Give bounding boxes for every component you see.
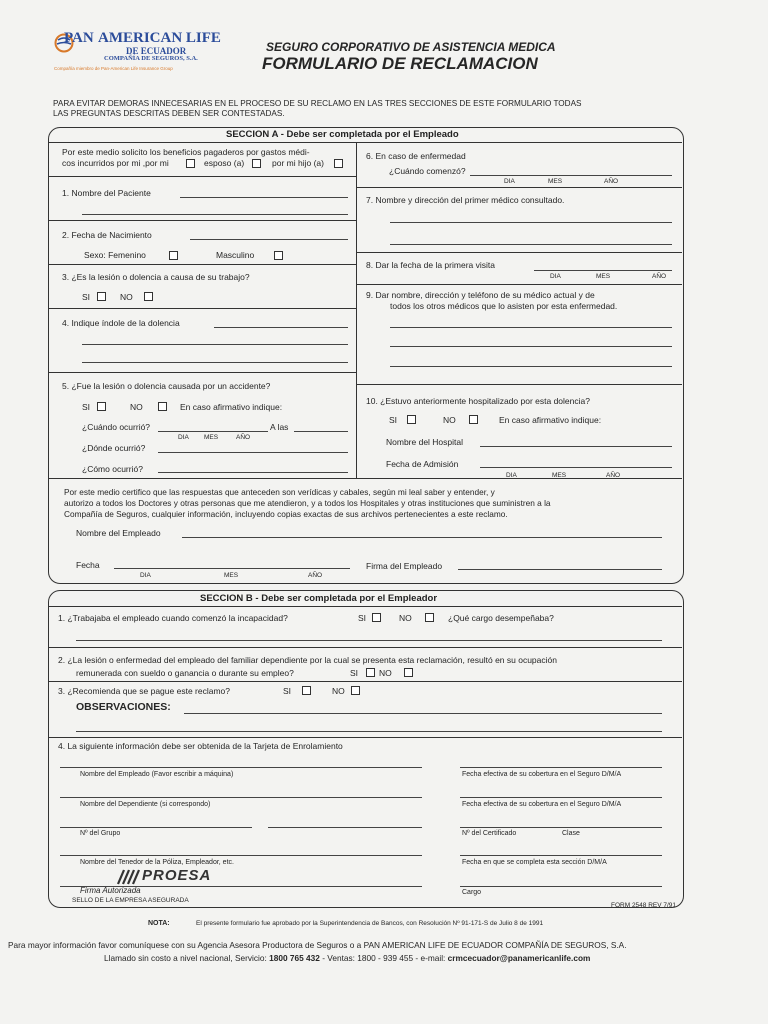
logo-pan: PAN <box>64 30 94 46</box>
b-certificate-label: Nº del Certificado <box>462 830 517 837</box>
observaciones-label: OBSERVACIONES: <box>76 701 171 713</box>
q6-cuando-comenzo-label: ¿Cuándo comenzó? <box>389 166 466 176</box>
q6-mes: MES <box>548 178 563 185</box>
cuando-ocurrio-label: ¿Cuándo ocurrió? <box>82 422 151 432</box>
q5-no-label: NO <box>130 402 143 412</box>
patient-name-field-2[interactable] <box>82 214 348 215</box>
employee-signature-field[interactable] <box>458 569 662 570</box>
q5-si-checkbox[interactable] <box>97 402 106 411</box>
q10-si-label: SI <box>389 415 398 425</box>
form-number: FORM 2548 REV 7/91 <box>611 902 677 909</box>
q5-en-caso-label: En caso afirmativo indique: <box>180 402 283 412</box>
female-checkbox[interactable] <box>169 251 178 260</box>
q8-mes: MES <box>596 273 611 280</box>
q6-ano: AÑO <box>604 178 619 185</box>
b-q2-no-checkbox[interactable] <box>404 668 413 677</box>
a-las-field[interactable] <box>294 431 348 432</box>
b-coverage-date-label-2: Fecha efectiva de su cobertura en el Seguro D/M/A <box>462 801 622 808</box>
self-checkbox[interactable] <box>186 159 195 168</box>
service-phone: 1800 765 432 <box>269 953 320 963</box>
b-cargo-label: Cargo <box>462 889 482 896</box>
q10-mes: MES <box>552 472 567 479</box>
q10-hospitalized-label: 10. ¿Estuvo anteriormente hospitalizado por esta dolencia? <box>366 396 590 406</box>
birthdate-field[interactable] <box>190 239 348 240</box>
como-ocurrio-field[interactable] <box>158 472 348 473</box>
intro-text-line2: LAS PREGUNTAS DESCRITAS DEBEN SER CONTESTADAS. <box>53 109 285 118</box>
b-coverage-date-field-1[interactable] <box>460 767 662 768</box>
info-line-2 <box>104 953 590 963</box>
q3-no-checkbox[interactable] <box>144 292 153 301</box>
first-visit-field[interactable] <box>534 270 672 271</box>
hijo-label: por mi hijo (a) <box>272 158 324 168</box>
q10-no-checkbox[interactable] <box>469 415 478 424</box>
child-checkbox[interactable] <box>334 159 343 168</box>
b-q1-label: 1. ¿Trabajaba el empleado cuando comenzó la incapacidad? <box>58 613 288 623</box>
b-policyholder-field[interactable] <box>60 855 422 856</box>
b-q4-label: 4. La siguiente información debe ser obtenida de la Tarjeta de Enrolamiento <box>58 741 343 751</box>
spouse-checkbox[interactable] <box>252 159 261 168</box>
q3-si-label: SI <box>82 292 91 302</box>
masculino-label: Masculino <box>216 250 255 260</box>
admission-date-label: Fecha de Admisión <box>386 459 459 469</box>
info-line-2-a: Llamado sin costo a nivel nacional, Servicio: <box>104 953 267 963</box>
company-logo <box>50 30 221 78</box>
b-sello-label: SELLO DE LA EMPRESA ASEGURADA <box>72 897 189 904</box>
b-q1-field[interactable] <box>76 640 662 641</box>
q3-work-related-label: 3. ¿Es la lesión o dolencia a causa de su trabajo? <box>62 272 250 282</box>
form-title-line2: FORMULARIO DE RECLAMACION <box>262 54 538 73</box>
q5-mes: MES <box>204 434 219 441</box>
q7-first-doctor-label: 7. Nombre y dirección del primer médico consultado. <box>366 195 565 205</box>
b-q2-si-label: SI <box>350 668 359 678</box>
form-title-line1: SEGURO CORPORATIVO DE ASISTENCIA MEDICA <box>266 40 556 54</box>
nota-text: El presente formulario fue aprobado por la Superintendencia de Bancos, con Resolución Nº 91-171-S de Julio 8 de 1991 <box>196 920 544 927</box>
q3-si-checkbox[interactable] <box>97 292 106 301</box>
b-certificate-field[interactable] <box>460 827 662 828</box>
q6-illness-label: 6. En caso de enfermedad <box>366 151 466 161</box>
donde-ocurrio-field[interactable] <box>158 452 348 453</box>
q3-no-label: NO <box>120 292 133 302</box>
b-q1-cargo-label: ¿Qué cargo desempeñaba? <box>448 613 554 623</box>
certification-line-2: autorizo a todos los Doctores y otras personas que me atendieron, y a todos los Hospitales y otras instituciones que suministren a la <box>64 498 551 508</box>
ailment-field-2[interactable] <box>82 344 348 345</box>
fecha-field[interactable] <box>114 568 350 569</box>
q8-ano: AÑO <box>652 273 667 280</box>
q5-accident-label: 5. ¿Fue la lesión o dolencia causada por un accidente? <box>62 381 271 391</box>
q10-en-caso-label: En caso afirmativo indique: <box>499 415 602 425</box>
cert-mes: MES <box>224 572 239 579</box>
b-q3-no-checkbox[interactable] <box>351 686 360 695</box>
section-a-divider <box>356 142 357 478</box>
b-q1-si-label: SI <box>358 613 367 623</box>
q8-first-visit-label: 8. Dar la fecha de la primera visita <box>366 260 495 270</box>
stamp-stripes-icon <box>116 868 142 886</box>
hospital-name-label: Nombre del Hospital <box>386 437 464 447</box>
logo-compania: COMPAÑÍA DE SEGUROS, S.A. <box>104 55 198 62</box>
b-firma-autorizada-label: Firma Autorizada <box>80 886 141 895</box>
q9-doctors-label-2: todos los otros médicos que lo asisten por esta enfermedad. <box>390 301 618 311</box>
employee-name-field[interactable] <box>182 537 662 538</box>
certification-line-3: Compañía de Seguros, cualquier información, incluyendo copias exactas de sus archivos pertenecientes a este reclamo. <box>64 509 508 519</box>
b-group-no-label: Nº del Grupo <box>80 830 121 837</box>
b-q2-label-1: 2. ¿La lesión o enfermedad del empleado del familiar dependiente por la cual se presenta esta reclamación, resultó en su ocupación <box>58 655 557 665</box>
q5-si-label: SI <box>82 402 91 412</box>
b-q3-si-label: SI <box>283 686 292 696</box>
b-policyholder-label: Nombre del Tenedor de la Póliza, Empleador, etc. <box>80 859 234 866</box>
first-doctor-field-2[interactable] <box>390 244 672 245</box>
q9-doctors-label-1: 9. Dar nombre, dirección y teléfono de su médico actual y de <box>366 290 595 300</box>
q4-ailment-label: 4. Indique índole de la dolencia <box>62 318 180 328</box>
b-cargo-field[interactable] <box>460 886 662 887</box>
logo-de-ecuador: DE ECUADOR <box>126 46 187 56</box>
cert-ano: AÑO <box>308 572 323 579</box>
q10-si-checkbox[interactable] <box>407 415 416 424</box>
ailment-field[interactable] <box>214 327 348 328</box>
observaciones-field-2[interactable] <box>76 731 662 732</box>
contact-email[interactable]: crmcecuador@panamericanlife.com <box>447 953 591 963</box>
b-q2-no-label: NO <box>379 668 392 678</box>
stamp-text: PROESA <box>142 867 212 884</box>
q6-dia: DIA <box>504 178 515 185</box>
b-group-extra-field[interactable] <box>268 827 422 828</box>
b-q2-si-checkbox[interactable] <box>366 668 375 677</box>
b-group-no-field[interactable] <box>60 827 252 828</box>
b-dependent-name-field[interactable] <box>60 797 422 798</box>
logo-small-text: Compañía miembro de Pan-American Life Insurance Group <box>54 66 173 71</box>
b-q3-no-label: NO <box>332 686 345 696</box>
observaciones-field-1[interactable] <box>184 713 662 714</box>
q5-dia: DIA <box>178 434 189 441</box>
hospital-name-field[interactable] <box>480 446 672 447</box>
info-line-2-b: - Ventas: 1800 - 939 455 - e-mail: <box>322 953 446 963</box>
b-q2-label-2: remunerada con sueldo o ganancia o durante su empleo? <box>76 668 294 678</box>
b-completion-date-field[interactable] <box>460 855 662 856</box>
certification-line-1: Por este medio certifico que las respuestas que anteceden son verídicas y cabales, según mi leal saber y entender, y <box>64 487 495 497</box>
ailment-field-3[interactable] <box>82 362 348 363</box>
q2-birthdate-label: 2. Fecha de Nacimiento <box>62 230 152 240</box>
section-a-title: SECCION A - Debe ser completada por el Empleado <box>226 129 459 140</box>
b-employee-name-field[interactable] <box>60 767 422 768</box>
q10-no-label: NO <box>443 415 456 425</box>
doctors-field-1[interactable] <box>390 327 672 328</box>
employee-signature-label: Firma del Empleado <box>366 561 443 571</box>
doctors-field-3[interactable] <box>390 366 672 367</box>
first-doctor-field-1[interactable] <box>390 222 672 223</box>
info-line-1: Para mayor información favor comuníquese con su Agencia Asesora Productora de Seguros o a PAN AMERICAN LIFE DE ECUADOR COMPAÑÍA DE SEGUROS, S.A. <box>8 940 627 950</box>
solicito-text-1: Por este medio solicito los beneficios pagaderos por gastos médi- <box>62 147 310 157</box>
nota-label: NOTA: <box>148 920 170 927</box>
q6-date-field[interactable] <box>470 175 672 176</box>
q10-ano: AÑO <box>606 472 621 479</box>
b-q1-si-checkbox[interactable] <box>372 613 381 622</box>
sexo-femenino-label: Sexo: Femenino <box>84 250 146 260</box>
admission-date-field[interactable] <box>480 467 672 468</box>
q1-patient-name-label: 1. Nombre del Paciente <box>62 188 151 198</box>
b-dependent-name-label: Nombre del Dependiente (si correspondo) <box>80 801 211 808</box>
q8-dia: DIA <box>550 273 561 280</box>
section-b-title: SECCION B - Debe ser completada por el Empleador <box>200 593 438 604</box>
b-q3-label: 3. ¿Recomienda que se pague este reclamo? <box>58 686 230 696</box>
b-q1-no-checkbox[interactable] <box>425 613 434 622</box>
male-checkbox[interactable] <box>274 251 283 260</box>
donde-ocurrio-label: ¿Dónde ocurrió? <box>82 443 146 453</box>
b-q3-si-checkbox[interactable] <box>302 686 311 695</box>
q5-no-checkbox[interactable] <box>158 402 167 411</box>
employee-name-label: Nombre del Empleado <box>76 528 161 538</box>
como-ocurrio-label: ¿Cómo ocurrió? <box>82 464 143 474</box>
b-completion-date-label: Fecha en que se completa esta sección D/M/A <box>462 859 607 866</box>
b-clase-label: Clase <box>562 830 580 837</box>
fecha-label: Fecha <box>76 560 100 570</box>
q10-dia: DIA <box>506 472 517 479</box>
intro-text-line1: PARA EVITAR DEMORAS INNECESARIAS EN EL PROCESO DE SU RECLAMO EN LAS TRES SECCIONES DE ESTE FORMULARIO TODAS <box>53 99 582 108</box>
q5-ano: AÑO <box>236 434 251 441</box>
b-coverage-date-field-2[interactable] <box>460 797 662 798</box>
patient-name-field[interactable] <box>180 197 348 198</box>
cert-dia: DIA <box>140 572 151 579</box>
a-las-label: A las <box>270 422 289 432</box>
company-stamp <box>116 866 240 888</box>
b-coverage-date-label-1: Fecha efectiva de su cobertura en el Seguro D/M/A <box>462 771 622 778</box>
solicito-text-2: cos incurridos por mi ,por mi <box>62 158 169 168</box>
b-q1-no-label: NO <box>399 613 412 623</box>
cuando-ocurrio-field[interactable] <box>158 431 268 432</box>
b-employee-name-label: Nombre del Empleado (Favor escribir a máquina) <box>80 771 234 778</box>
esposo-label: esposo (a) <box>204 158 245 168</box>
doctors-field-2[interactable] <box>390 346 672 347</box>
logo-american-life: AMERICAN LIFE <box>98 30 221 46</box>
